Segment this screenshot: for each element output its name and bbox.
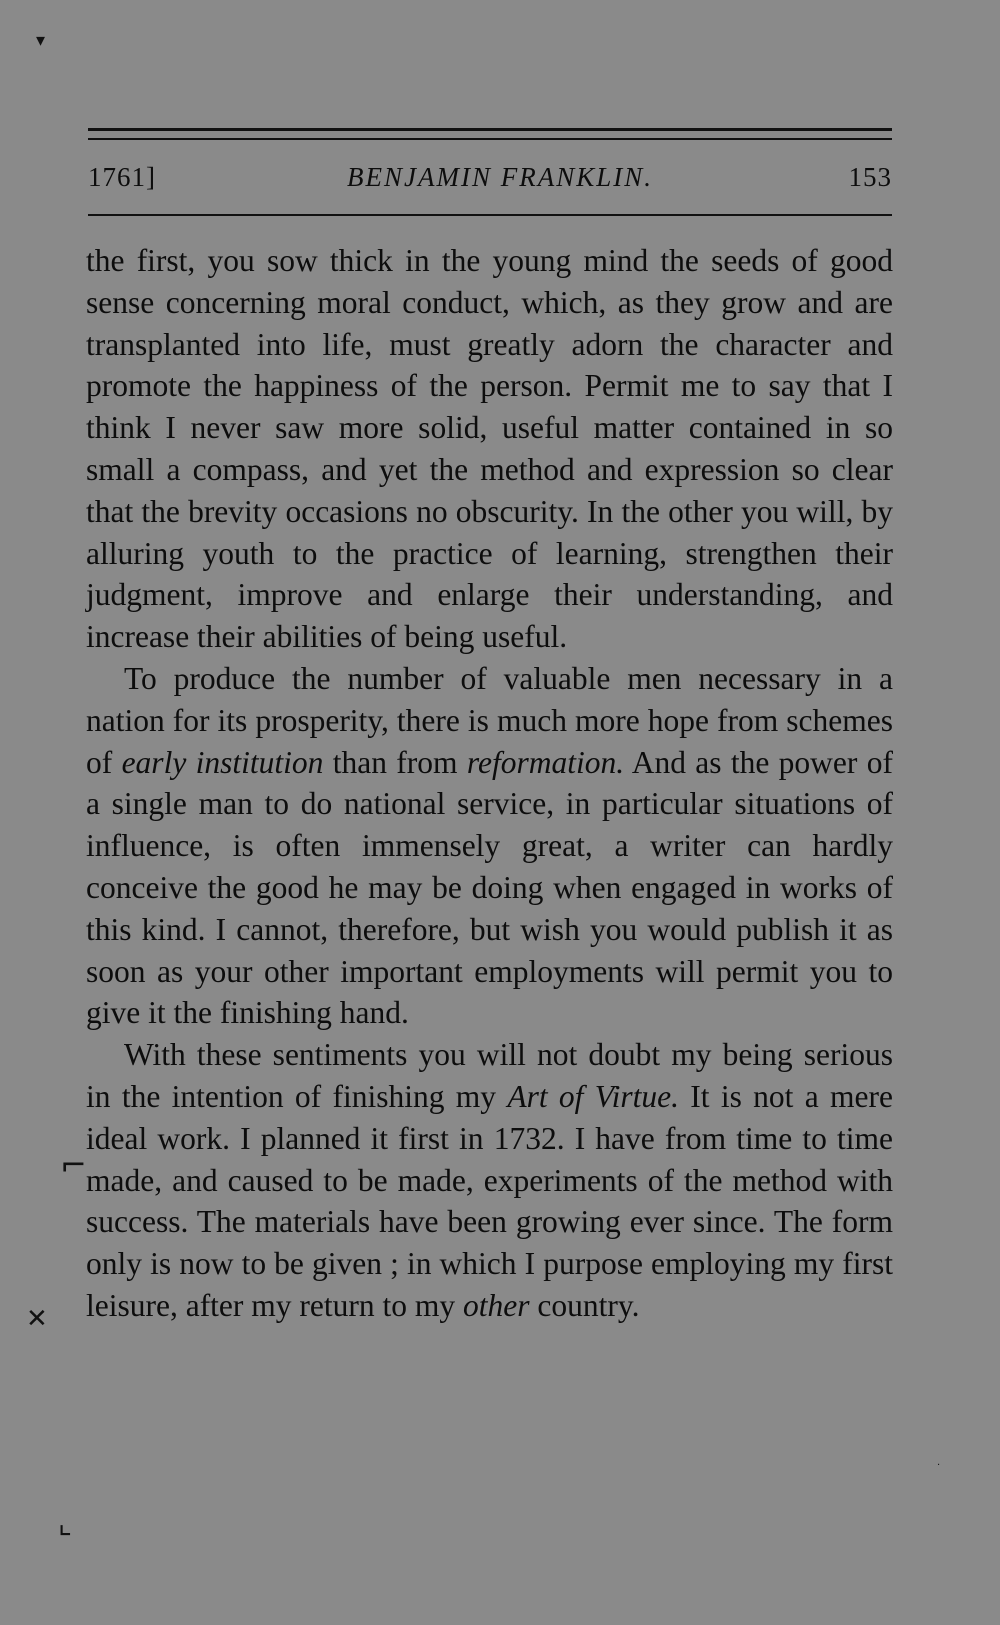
text-segment: the first, you sow thick in the young mind the seeds of good sense concerning moral conduct, which, as they grow and are transplanted into life, must greatly adorn the character and promote the happiness of the person. Permit me to say that I think I never saw more solid, useful matter contained in so small a compass, and yet the method and expression so clear that the brevity occasions no obscurity. In the other you will, by alluring youth to the practice of learning, strengthen their judgment, improve and enlarge their understanding, and increase their abilities of being useful.: [86, 243, 893, 655]
italic-phrase: Art of Virtue.: [507, 1078, 679, 1114]
paragraph: [86, 1034, 893, 1327]
header-title: BENJAMIN FRANKLIN.: [347, 162, 653, 192]
text-segment: country.: [529, 1287, 640, 1323]
margin-x-mark: ✕: [26, 1304, 48, 1334]
text-segment: It is not a mere ideal work. I planned it first in 1732. I have from time to time made, and caused to be made, experiments of the method with success. The materials have been growing ever since. The form only is now to be given ; in which I purpose employing my first leisure, after my return to my: [86, 1078, 893, 1323]
text-segment: And as the power of a single man to do national service, in particular situations of influence, is often immensely great, a writer can hardly conceive the good he may be doing when engaged in works of this kind. I cannot, therefore, but wish you would publish it as soon as your other important employments will permit you to give it the finishing hand.: [86, 744, 893, 1031]
text-segment: To produce the number of valuable men necessary in a nation for its prosperity, there is much more hope from schemes of: [86, 660, 893, 780]
italic-phrase: other: [463, 1287, 530, 1323]
running-header: [88, 162, 892, 202]
italic-phrase: early institution: [121, 744, 324, 780]
italic-phrase: reformation.: [466, 744, 625, 780]
paragraph: [86, 658, 893, 1034]
header-rule-bottom: [88, 214, 892, 216]
body-text: [86, 240, 893, 1327]
margin-bracket-top-mark: ⌐: [60, 1146, 87, 1184]
margin-dot-mark: ▾: [36, 30, 46, 51]
text-segment: With these sentiments you will not doubt my being serious in the intention of finishing my: [86, 1037, 893, 1114]
paragraph: [86, 240, 893, 658]
header-rule-top: [88, 128, 892, 131]
header-year: 1761]: [88, 162, 156, 192]
margin-speck-mark: ·: [937, 1460, 941, 1471]
text-segment: than from: [323, 744, 467, 780]
header-rule-top-thin: [88, 138, 892, 140]
page-number: 153: [848, 162, 892, 192]
margin-bracket-bottom-mark: ⌞: [58, 1506, 73, 1541]
